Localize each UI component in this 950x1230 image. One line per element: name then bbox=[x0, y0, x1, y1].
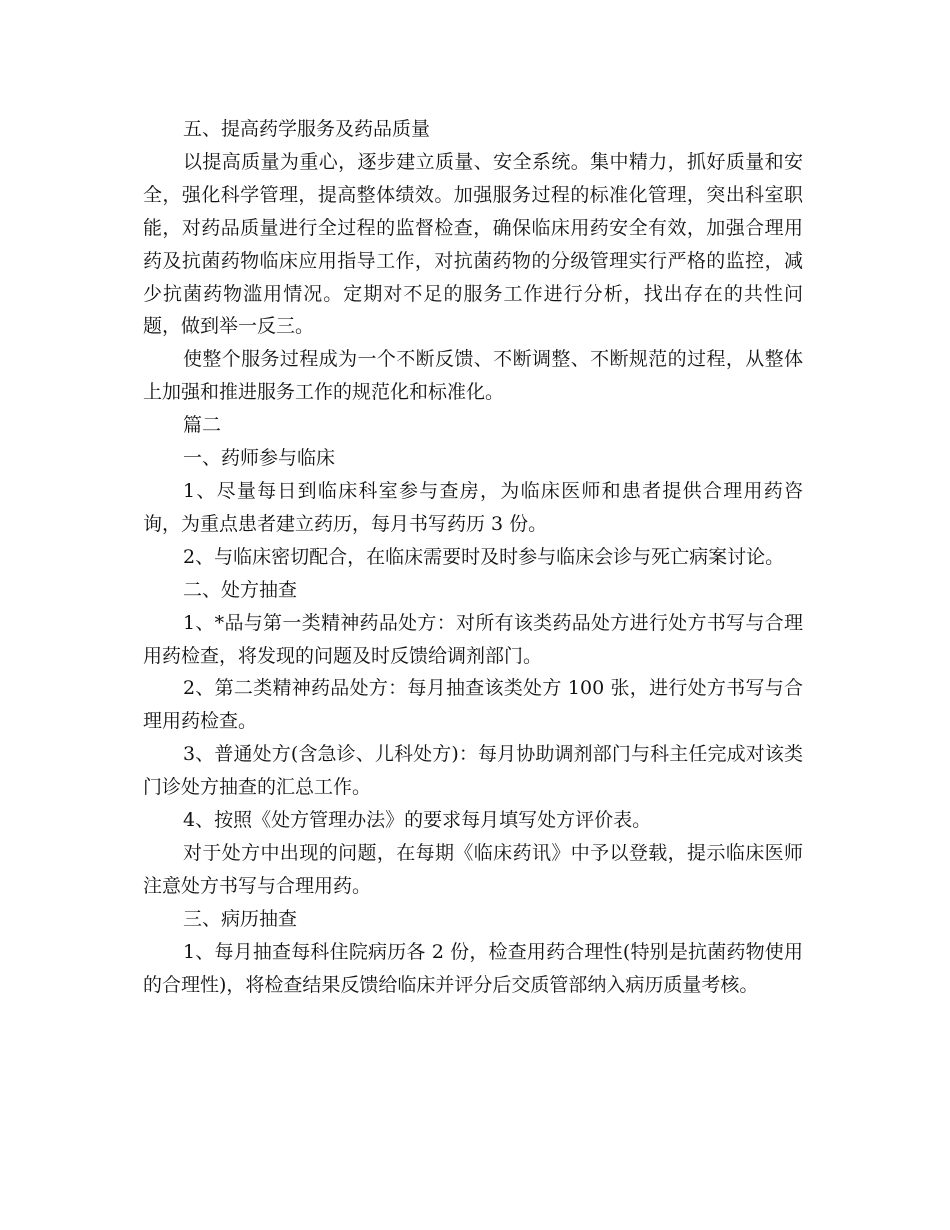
document-body bbox=[143, 113, 803, 1001]
list-item: 1、*品与第一类精神药品处方：对所有该类药品处方进行处方书写与合理用药检查，将发现的问题及时反馈给调剂部门。 bbox=[143, 611, 803, 667]
part-heading: 篇二 bbox=[183, 414, 222, 437]
section-heading: 一、药师参与临床 bbox=[183, 447, 336, 470]
section-heading: 二、处方抽查 bbox=[183, 578, 298, 601]
list-item: 1、尽量每日到临床科室参与查房，为临床医师和患者提供合理用药咨询，为重点患者建立药历，每月书写药历 3 份。 bbox=[143, 479, 803, 535]
section-heading: 三、病历抽查 bbox=[183, 907, 298, 930]
list-item: 2、与临床密切配合，在临床需要时及时参与临床会诊与死亡病案讨论。 bbox=[183, 545, 785, 568]
list-item: 4、按照《处方管理办法》的要求每月填写处方评价表。 bbox=[183, 809, 652, 832]
list-item: 1、每月抽查每科住院病历各 2 份，检查用药合理性(特别是抗菌药物使用的合理性)，将检查结果反馈给临床并评分后交质管部纳入病历质量考核。 bbox=[143, 940, 803, 996]
paragraph: 对于处方中出现的问题，在每期《临床药讯》中予以登载，提示临床医师注意处方书写与合理用药。 bbox=[143, 841, 803, 897]
paragraph: 使整个服务过程成为一个不断反馈、不断调整、不断规范的过程，从整体上加强和推进服务工作的规范化和标准化。 bbox=[143, 348, 803, 404]
paragraph: 以提高质量为重心，逐步建立质量、安全系统。集中精力，抓好质量和安全，强化科学管理，提高整体绩效。加强服务过程的标准化管理，突出科室职能，对药品质量进行全过程的监督检查，确保临床用药安全有效，加强合理用药及抗菌药物临床应用指导工作，对抗菌药物的分级管理实行严格的监控，减少抗菌药物滥用情况。定期对不足的服务工作进行分析，找出存在的共性问题，做到举一反三。 bbox=[143, 150, 803, 338]
list-item: 3、普通处方(含急诊、儿科处方)：每月协助调剂部门与科主任完成对该类门诊处方抽查的汇总工作。 bbox=[143, 743, 803, 799]
list-item: 2、第二类精神药品处方：每月抽查该类处方 100 张，进行处方书写与合理用药检查。 bbox=[143, 677, 803, 733]
section-heading: 五、提高药学服务及药品质量 bbox=[183, 118, 431, 140]
